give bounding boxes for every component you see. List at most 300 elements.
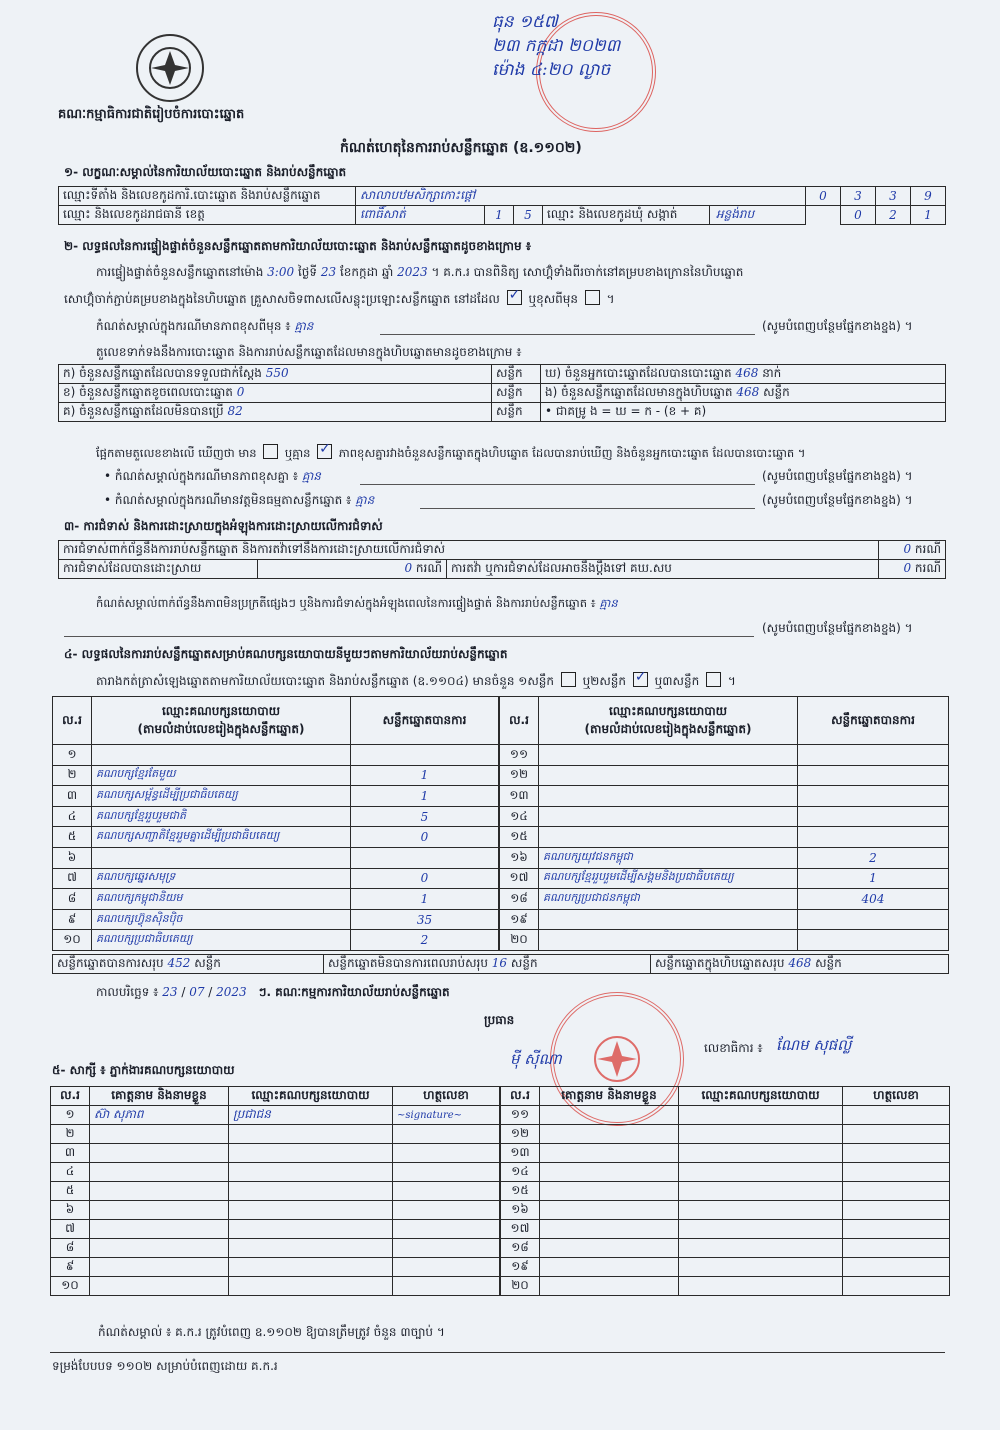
row-signature — [393, 1220, 500, 1239]
table-row — [51, 1125, 500, 1144]
row-no: ១៧ — [500, 868, 539, 889]
row-no: ៤ — [53, 806, 92, 827]
table-row — [53, 847, 499, 868]
row-party: គណបក្សយុវជនកម្ពុជា — [539, 847, 798, 868]
row-party: គណបក្សខ្មែររួបរួមដើម្បីសង្គមនិងប្រជាធិបតេយ្យ — [539, 868, 798, 889]
table-row — [53, 786, 499, 807]
row-name — [540, 1163, 679, 1182]
s2-year: 2023 — [397, 265, 428, 279]
row-no: ៨ — [51, 1239, 90, 1258]
s3-r2a-value: 0 — [404, 561, 413, 575]
chair-name: ម៉ី ស៊ីណា — [510, 1050, 562, 1068]
table-row — [501, 1163, 950, 1182]
row-votes — [798, 930, 949, 951]
row-name — [540, 1277, 679, 1296]
row-name — [540, 1220, 679, 1239]
s1-r2-value: ពោធិ៍សាត់ — [356, 206, 485, 225]
s3-note-value: គ្មាន — [599, 596, 618, 610]
row-party: គណបក្សប្រជាជនកម្ពុជា — [539, 889, 798, 910]
row-no: ១៩ — [500, 909, 539, 930]
same-checkbox[interactable] — [507, 290, 522, 305]
row-party — [679, 1163, 843, 1182]
s2-note1 — [96, 318, 313, 336]
s2-p2b: ឬខុសពីមុន — [528, 292, 579, 306]
row-no: ៥ — [51, 1182, 90, 1201]
table-row — [51, 1277, 500, 1296]
s1-code: 9 — [911, 187, 946, 206]
row-no: ២ — [51, 1125, 90, 1144]
row-signature — [843, 1277, 950, 1296]
row-party — [679, 1125, 843, 1144]
unit: សន្លឹក — [194, 956, 221, 970]
row-no: ២ — [53, 765, 92, 786]
sum-valid: 452 — [167, 956, 191, 970]
s1-code: 0 — [806, 187, 841, 206]
table-row — [500, 909, 949, 930]
row-signature — [393, 1182, 500, 1201]
s5-left-table — [50, 1086, 500, 1296]
s2-para2: សោហ្គ៊ុំចាក់ភ្ជាប់គម្របខាងក្នុងនៃហិបឆ្នោត គ្រួសាសចិទពាសលើសន្លុះប្រឡោះសន្លឹកឆ្នោត នៅដដែល ✓ ឬខុសពីមុន ។ — [64, 290, 615, 309]
row-votes — [798, 745, 949, 766]
row-no: ១១ — [501, 1106, 540, 1125]
row-party — [229, 1182, 393, 1201]
row-party: គណបក្សប្រជាធិបតេយ្យ — [92, 930, 351, 951]
s3-r2b-label: ការតវ៉ា ឬការជំទាស់ដែលអាចនឹងប្ដឹងទៅ គឃ.សប — [447, 560, 879, 579]
row-party — [229, 1201, 393, 1220]
s2-p1d: ។ គ.ក.រ បានពិនិត្យ សោហ្គ៊ុំទាំងពីរចាក់នៅគម្របខាងក្រោននៃហិបឆ្នោត — [431, 265, 744, 279]
s2-p4b: ឬគ្មាន — [284, 446, 311, 460]
row-votes: 2 — [798, 847, 949, 868]
col-party: ឈ្មោះគណបក្សនយោបាយ — [161, 703, 281, 718]
secretary-name: ណែម សុផល្លី — [776, 1036, 852, 1054]
table-row — [501, 1220, 950, 1239]
row-votes — [798, 786, 949, 807]
row-votes — [798, 909, 949, 930]
s4-heading: ៤- លទ្ធផលនៃការរាប់សន្លឹកឆ្នោតសម្រាប់គណបក្សនយោបាយនីមួយៗតាមការិយាល័យរាប់សន្លឹកឆ្នោត — [64, 647, 508, 661]
s1-commune-code: 2 — [876, 206, 911, 225]
row-votes: 2 — [351, 930, 499, 951]
table-row — [53, 930, 499, 951]
sum-box-label: សន្លឹកឆ្នោតក្នុងហិបឆ្នោតសរុប — [655, 956, 785, 970]
row-votes: 0 — [351, 868, 499, 889]
table-row — [51, 1201, 500, 1220]
row-votes — [351, 847, 499, 868]
row-party: ប្រជាជន — [229, 1106, 393, 1125]
unit: ករណី — [415, 561, 442, 575]
row-name — [90, 1220, 229, 1239]
row-signature — [843, 1106, 950, 1125]
secretary-label: លេខាធិការ ៖ — [704, 1041, 763, 1055]
s2-fill-note: (សូមបំពេញបន្ថែមផ្នែកខាងខ្នង) ។ — [762, 493, 913, 507]
s4-intro-c: ឬ៣សន្លឹក — [654, 674, 700, 688]
date-month: 07 — [189, 985, 205, 999]
s2-p1b: ថ្ងៃទី — [297, 265, 317, 279]
unit: សន្លឹក — [492, 384, 541, 403]
row-no: ៦ — [51, 1201, 90, 1220]
row-signature — [393, 1277, 500, 1296]
row-party: គណបក្សខ្មែររួបរួមជាតិ — [92, 806, 351, 827]
col-sign: ហត្ថលេខា — [843, 1087, 950, 1106]
table-row — [53, 827, 499, 848]
table-row — [501, 1258, 950, 1277]
date-line: កាលបរិច្ឆេទ ៖ 23 / 07 / 2023 ៗ. គណៈកម្មការការិយាល័យរាប់សន្លឹកឆ្នោត — [96, 985, 450, 999]
row-name — [90, 1163, 229, 1182]
row-signature — [393, 1163, 500, 1182]
row-no: ១០ — [51, 1277, 90, 1296]
row-party — [229, 1125, 393, 1144]
s2-p1c: ខែកក្កដា ឆ្នាំ — [339, 265, 394, 279]
s1-code: 3 — [876, 187, 911, 206]
s3-r1-label: ការជំទាស់ពាក់ព័ន្ធនឹងការរាប់សន្លឹកឆ្នោត និងការតវ៉ាទៅនឹងការដោះស្រាយលើការជំទាស់ — [59, 541, 879, 560]
row-signature — [393, 1144, 500, 1163]
row-name — [90, 1258, 229, 1277]
row-party: គណបក្សហ៊្វុនស៊ិនប៉ិច — [92, 909, 351, 930]
s1-r2-label2: ឈ្មោះ និងលេខកូដឃុំ សង្កាត់ — [543, 206, 710, 224]
col-party: ឈ្មោះគណបក្សនយោបាយ — [229, 1087, 393, 1106]
row-no: ១៥ — [500, 827, 539, 848]
sum-invalid: 16 — [491, 956, 508, 970]
row-party — [539, 930, 798, 951]
s4-right-table — [499, 696, 949, 951]
date-label: កាលបរិច្ឆេទ ៖ — [96, 985, 159, 999]
table-row — [500, 765, 949, 786]
row-party: គណបក្សឆ្នេរសមុទ្រ — [92, 868, 351, 889]
row-name — [90, 1182, 229, 1201]
b1-label: • កំណត់សម្គាល់ក្នុងករណីមានភាពខុសគ្នា ៖ — [104, 469, 299, 483]
row-party — [679, 1258, 843, 1277]
col-no: ល.រ — [500, 697, 539, 745]
table-row — [501, 1277, 950, 1296]
table-row — [500, 786, 949, 807]
row-no: ៧ — [53, 868, 92, 889]
row-no: ១២ — [501, 1125, 540, 1144]
table-row — [500, 868, 949, 889]
row-no: ៨ — [53, 889, 92, 910]
row-votes: 0 — [351, 827, 499, 848]
table-row — [500, 827, 949, 848]
footnote: កំណត់សម្គាល់ ៖ គ.ក.រ ត្រូវបំពេញ ឧ.១១០២ ឱ្យបានត្រឹមត្រូវ ចំនួន ៣ច្បាប់ ។ — [98, 1325, 445, 1339]
table-row — [501, 1182, 950, 1201]
s4-intro-b: ឬ២សន្លឹក — [582, 674, 627, 688]
s2-bullet1 — [104, 468, 321, 486]
row-name — [540, 1182, 679, 1201]
s5-heading: ៥- សាក្សី ៖ ភ្នាក់ងារគណបក្សនយោបាយ — [52, 1063, 235, 1077]
s2-para3: តួលេខទាក់ទងនឹងការបោះឆ្នោត និងការរាប់សន្លឹកឆ្នោតដែលមានក្នុងហិបឆ្នោតមានដូចខាងក្រោម ៖ — [96, 345, 522, 359]
col-no: ល.រ — [501, 1087, 540, 1106]
row-party — [539, 827, 798, 848]
row-signature: ~signature~ — [393, 1106, 500, 1125]
table-row — [51, 1239, 500, 1258]
col-no: ល.រ — [53, 697, 92, 745]
table-row — [501, 1125, 950, 1144]
col-name: គោត្តនាម និងនាមខ្លួន — [90, 1087, 229, 1106]
gh-label: ឃ) ចំនួនអ្នកបោះឆ្នោតដែលបានបោះឆ្នោត — [545, 366, 732, 380]
g-value: 82 — [227, 404, 243, 418]
row-no: ១៤ — [500, 806, 539, 827]
row-no: ១ — [51, 1106, 90, 1125]
row-party — [92, 847, 351, 868]
s3-fill-note: (សូមបំពេញបន្ថែមផ្នែកខាងខ្នង) ។ — [762, 621, 913, 635]
footer: ទម្រង់បែបបទ ១១០២ សម្រាប់បំពេញដោយ គ.ក.រ — [52, 1359, 278, 1373]
table-row — [500, 847, 949, 868]
row-no: ៩ — [51, 1258, 90, 1277]
gh-value: 468 — [735, 366, 759, 380]
row-name — [540, 1258, 679, 1277]
s2-note1-label: កំណត់សម្គាល់ក្នុងករណីមានភាពខុសពីមុន ៖ — [96, 319, 291, 333]
unit: សន្លឹក — [763, 385, 790, 399]
row-party — [229, 1144, 393, 1163]
table-row — [501, 1201, 950, 1220]
unit: ករណី — [914, 542, 941, 556]
emblem-icon — [136, 34, 204, 102]
row-name: ស៊ា សុភាព — [90, 1106, 229, 1125]
table-row — [501, 1106, 950, 1125]
b2-label: • កំណត់សម្គាល់ក្នុងករណីមានវត្តមិនធម្មតាសន្លឹកឆ្នោត ៖ — [104, 493, 352, 507]
one-sheet-checkbox[interactable] — [561, 672, 576, 687]
row-party — [229, 1277, 393, 1296]
table-row — [501, 1144, 950, 1163]
row-no: ៣ — [51, 1144, 90, 1163]
s4-intro: តារាងកត់ត្រាសំឡេងឆ្នោតតាមការិយាល័យបោះឆ្នោត និងរាប់សន្លឹកឆ្នោត (ឧ.១១០៤) មានចំនួន ១សន្លឹក ឬ២សន្លឹក ✓ ឬ៣សន្លឹក ។ — [96, 672, 736, 691]
s2-fill-note: (សូមបំពេញបន្ថែមផ្នែកខាងខ្នង) ។ — [762, 319, 913, 333]
table-row — [53, 889, 499, 910]
table-row — [51, 1106, 500, 1125]
row-name — [540, 1239, 679, 1258]
three-sheet-checkbox[interactable] — [706, 672, 721, 687]
row-name — [90, 1239, 229, 1258]
s1-table — [58, 186, 946, 225]
col-votes: សន្លឹកឆ្នោតបានការ — [798, 697, 949, 745]
s3-note-label: កំណត់សម្គាល់ពាក់ព័ន្ធនឹងភាពមិនប្រក្រតីផ្សេងៗ ឬនិងការជំទាស់ក្នុងអំឡុងពេលនៃការផ្ទៀងផ្ទាត់ និងការរាប់សន្លឹកឆ្នោត ៖ — [96, 596, 596, 610]
s1-commune-code: 0 — [841, 206, 876, 225]
row-no: ១៨ — [501, 1239, 540, 1258]
different-checkbox[interactable] — [585, 290, 600, 305]
two-sheet-checkbox[interactable] — [633, 672, 648, 687]
row-no: ៣ — [53, 786, 92, 807]
row-name — [90, 1277, 229, 1296]
s2-note1-value: គ្មាន — [294, 319, 314, 333]
b2-value: គ្មាន — [355, 493, 375, 507]
row-no: ១៤ — [501, 1163, 540, 1182]
row-votes — [798, 765, 949, 786]
date-year: 2023 — [216, 985, 247, 999]
unit: សន្លឹក — [510, 956, 538, 970]
row-signature — [843, 1201, 950, 1220]
sum-invalid-label: សន្លឹកឆ្នោតមិនបានការពេលរាប់សរុប — [328, 956, 488, 970]
unit: នាក់ — [762, 366, 782, 380]
s4-left-table — [52, 696, 499, 951]
table-row — [53, 909, 499, 930]
unit: ករណី — [914, 561, 941, 575]
row-signature — [843, 1258, 950, 1277]
ng-value: 468 — [736, 385, 760, 399]
row-no: ១៦ — [501, 1201, 540, 1220]
s1-r1-value: សាលាបឋមសិក្សាកោះផ្ដៅ — [356, 187, 806, 206]
row-signature — [393, 1239, 500, 1258]
col-votes: សន្លឹកឆ្នោតបានការ — [351, 697, 499, 745]
org-name: គណៈកម្មាធិការជាតិរៀបចំការបោះឆ្នោត — [58, 107, 245, 122]
row-signature — [843, 1144, 950, 1163]
row-party — [229, 1239, 393, 1258]
row-party — [679, 1182, 843, 1201]
row-name — [540, 1144, 679, 1163]
s4-summary — [52, 954, 949, 974]
stamp-line2: ២៣ កក្កដា ២០២៣ — [492, 36, 621, 56]
row-no: ១៥ — [501, 1182, 540, 1201]
row-party — [679, 1201, 843, 1220]
row-signature — [843, 1239, 950, 1258]
row-signature — [393, 1125, 500, 1144]
s2-p4a: ផ្អែកតាមតួលេខខាងលើ ឃើញថា មាន — [96, 446, 257, 460]
s2-para1 — [96, 264, 743, 282]
row-no: ១៧ — [501, 1220, 540, 1239]
row-party: គណបក្សកម្ពុជានិយម — [92, 889, 351, 910]
row-no: ១៣ — [500, 786, 539, 807]
s1-r1-label: ឈ្មោះទីតាំង និងលេខកូដការិ.បោះឆ្នោត និងរាប់សន្លឹកឆ្នោត — [59, 187, 356, 206]
row-party — [539, 745, 798, 766]
kh-label: ខ) ចំនួនសន្លឹកឆ្នោតខូចពេលបោះឆ្នោត — [63, 385, 233, 399]
row-no: ៦ — [53, 847, 92, 868]
row-votes — [351, 745, 499, 766]
row-party — [539, 909, 798, 930]
stamp-line1: ធុន ១៥៧ — [492, 12, 558, 32]
s2-bullet2 — [104, 492, 374, 510]
row-votes: 1 — [351, 786, 499, 807]
col-party: ឈ្មោះគណបក្សនយោបាយ — [608, 703, 728, 718]
s2-day: 23 — [320, 265, 337, 279]
k-label: ក) ចំនួនសន្លឹកឆ្នោតដែលបានទទួលជាក់ស្ដែង — [63, 366, 262, 380]
row-no: ៥ — [53, 827, 92, 848]
row-votes: 404 — [798, 889, 949, 910]
s2-time: 3:00 — [267, 265, 295, 279]
sum-box: 468 — [788, 956, 812, 970]
s5-right-table — [500, 1086, 950, 1296]
table-row — [53, 745, 499, 766]
date-day: 23 — [162, 985, 178, 999]
table-row — [51, 1163, 500, 1182]
table-row — [51, 1258, 500, 1277]
s2-fill-note: (សូមបំពេញបន្ថែមផ្នែកខាងខ្នង) ។ — [762, 469, 913, 483]
col-name: គោត្តនាម និងនាមខ្លួន — [540, 1087, 679, 1106]
row-party — [539, 806, 798, 827]
s3-note — [96, 596, 618, 613]
row-party — [229, 1258, 393, 1277]
stamp-handwriting — [492, 10, 620, 82]
row-party — [679, 1277, 843, 1296]
s1-province-code: 1 — [485, 206, 514, 225]
row-no: ៧ — [51, 1220, 90, 1239]
row-name — [90, 1144, 229, 1163]
row-no: ៩ — [53, 909, 92, 930]
row-no: ១១ — [500, 745, 539, 766]
row-party — [679, 1220, 843, 1239]
row-no: ១៩ — [501, 1258, 540, 1277]
table-row — [51, 1182, 500, 1201]
table-row — [500, 806, 949, 827]
unit: សន្លឹក — [492, 365, 541, 384]
row-name — [90, 1201, 229, 1220]
row-name — [540, 1106, 679, 1125]
s3-r1-value: 0 — [903, 542, 912, 556]
table-row — [500, 930, 949, 951]
table-row — [53, 868, 499, 889]
s2-p1a: ការផ្ទៀងផ្ទាត់ចំនួនសន្លឹកឆ្នោតនៅម៉ោង — [96, 265, 264, 279]
table-row — [51, 1220, 500, 1239]
s3-r2b-value: 0 — [903, 561, 912, 575]
s2-p4c: ភាពខុសគ្នារវាងចំនួនសន្លឹកឆ្នោតក្នុងហិបឆ្នោត ដែលបានរាប់ឃើញ និងចំនួនអ្នកបោះឆ្នោត ដែលបានបោះឆ្នោត ។ — [338, 446, 806, 460]
has-diff-checkbox[interactable] — [263, 444, 278, 459]
row-signature — [843, 1163, 950, 1182]
row-name — [540, 1125, 679, 1144]
row-party — [679, 1239, 843, 1258]
unit: សន្លឹក — [492, 403, 541, 422]
col-party-sub: (តាមលំដាប់លេខរៀងក្នុងសន្លឹកឆ្នោត) — [137, 721, 305, 736]
row-party — [229, 1220, 393, 1239]
col-sign: ហត្ថលេខា — [393, 1087, 500, 1106]
row-no: ១០ — [53, 930, 92, 951]
row-party — [92, 745, 351, 766]
unit: សន្លឹក — [815, 956, 842, 970]
s2-p2: សោហ្គ៊ុំចាក់ភ្ជាប់គម្របខាងក្នុងនៃហិបឆ្នោត គ្រួសាសចិទពាសលើសន្លុះប្រឡោះសន្លឹកឆ្នោត នៅដដែល — [64, 292, 500, 306]
g-label: គ) ចំនួនសន្លឹកឆ្នោតដែលមិនបានប្រើ — [63, 404, 224, 418]
s4-intro-a: តារាងកត់ត្រាសំឡេងឆ្នោតតាមការិយាល័យបោះឆ្នោត និងរាប់សន្លឹកឆ្នោត (ឧ.១១០៤) មានចំនួន ១សន្លឹក — [96, 674, 554, 688]
table-row — [51, 1144, 500, 1163]
row-party — [539, 765, 798, 786]
row-votes: 1 — [798, 868, 949, 889]
s2-counts-table — [58, 364, 946, 422]
s2-para4 — [96, 444, 805, 463]
row-party: គណបក្សខ្មែរតែមួយ — [92, 765, 351, 786]
row-party: គណបក្សសម្ព័ន្ធដើម្បីប្រជាធិបតេយ្យ — [92, 786, 351, 807]
row-no: ១៦ — [500, 847, 539, 868]
row-party — [539, 786, 798, 807]
row-no: ១៣ — [501, 1144, 540, 1163]
s1-r2-label: ឈ្មោះ និងលេខកូដរាជធានី ខេត្ត — [59, 206, 356, 225]
row-name — [540, 1201, 679, 1220]
stamp-line3: ម៉ោង ៤:២០ ល្ងាច — [492, 60, 611, 80]
row-no: ១២ — [500, 765, 539, 786]
table-row — [500, 745, 949, 766]
sum-valid-label: សន្លឹកឆ្នោតបានការសរុប — [57, 956, 164, 970]
row-signature — [393, 1201, 500, 1220]
s1-province-code: 5 — [514, 206, 543, 225]
row-no: ២០ — [501, 1277, 540, 1296]
b1-value: គ្មាន — [301, 469, 321, 483]
row-no: ១៨ — [500, 889, 539, 910]
ng-label: ង) ចំនួនសន្លឹកឆ្នោតដែលមានក្នុងហិបឆ្នោត — [545, 385, 733, 399]
row-no: ៤ — [51, 1163, 90, 1182]
s2-heading: ២- លទ្ធផលនៃការផ្ទៀងផ្ទាត់ចំនួនសន្លឹកឆ្នោតតាមការិយាល័យបោះឆ្នោត និងរាប់សន្លឹកឆ្នោតដូចខាងក្រោម ៖ — [64, 239, 532, 253]
row-votes: 1 — [351, 889, 499, 910]
s3-heading: ៣- ការជំទាស់ និងការដោះស្រាយក្នុងអំឡុងការដោះស្រាយលើការជំទាស់ — [64, 519, 383, 533]
row-signature — [843, 1182, 950, 1201]
formula: • ជាគម្រូ ង = ឃ = ក - (ខ + គ) — [541, 403, 946, 422]
table-row — [501, 1239, 950, 1258]
col-no: ល.រ — [51, 1087, 90, 1106]
s1-r2-value2: អន្លង់រាប — [716, 207, 755, 221]
row-votes: 35 — [351, 909, 499, 930]
table-row — [53, 806, 499, 827]
no-diff-checkbox[interactable] — [317, 444, 332, 459]
chair-label: ប្រធាន — [484, 1013, 515, 1027]
s3-r2a-label: ការជំទាស់ដែលបានដោះស្រាយ — [59, 560, 258, 579]
s1-heading: ១- លក្ខណៈសម្គាល់នៃការិយាល័យបោះឆ្នោត និងរាប់សន្លឹកឆ្នោត — [64, 165, 347, 179]
row-signature — [843, 1125, 950, 1144]
row-votes: 5 — [351, 806, 499, 827]
row-votes — [798, 827, 949, 848]
k-value: 550 — [265, 366, 289, 380]
row-party — [679, 1106, 843, 1125]
